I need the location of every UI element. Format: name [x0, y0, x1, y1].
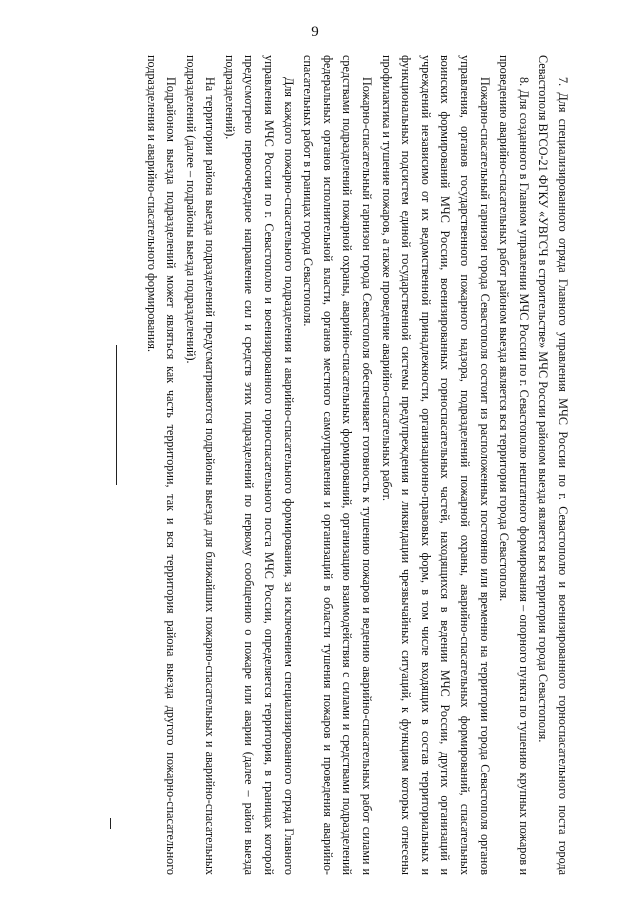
- paragraph-response-area: [219, 55, 297, 875]
- paragraph-garrison-composition-text: Пожарно-спасательный гарнизон города Севастополя состоит из расположенных постоянно или временно на территории города Севастополя органов управления, органов государственного пожарного надзора, подразделений пожарной охраны, аварийно-спасательных формирований, спасательных воинских формирований МЧС России, военизированных горноспасательных частей, находящихся в ведении МЧС России, других организаций и учреждений независимо от их ведомственной принадлежности, организационно-правовых форм, в том числе входящих в состав территориальных и функциональных подсистем единой государственной системы предупреждения и ликвидации чрезвычайных ситуаций, к функциям которых отнесены профилактика и тушение пожаров, а также проведение аварийно-спасательных работ.: [379, 55, 492, 875]
- paragraph-8: [494, 55, 533, 875]
- paragraph-garrison-readiness-text: Пожарно-спасательный гарнизон города Севастополя обеспечивает готовность к тушению пожаров и ведению аварийно-спасательных работ силами и средствами подразделений пожарной охраны, аварийно-спасательных формирований, организацию взаимодействия с силами и средствами подразделений федеральных органов исполнительной власти, органов местного самоуправления и организаций в области тушения пожаров и проведения аварийно-спасательных работ в границах города Севастополя.: [301, 55, 375, 875]
- rotated-text-body: [92, 55, 572, 875]
- paragraph-sub-area-definition-text: Подрайоном выезда подразделений может являться как часть территории, так и вся территория района выезда другого пожарно-спасательного подразделения и аварийно-спасательного формирования.: [144, 55, 179, 875]
- paragraph-8-text: 8. Для созданного в Главном управлении МЧС России по г. Севастополю нештатного формирования – опорного пункта по тушению крупных пожаров и проведению аварийно-спасательных работ районом выезда является вся территория города Севастополя.: [497, 55, 531, 875]
- paragraph-garrison-readiness: [298, 55, 376, 875]
- paragraph-sub-areas-text: На территории района выезда подразделений предусматриваются подрайоны выезда для ближайших пожарно-спасательных и аварийно-спасательных подразделений (далее – подрайоны выезда подразделений).: [183, 55, 218, 875]
- paragraph-sub-area-definition: [141, 55, 180, 875]
- page-number: 9: [311, 24, 319, 40]
- paragraph-7: [533, 55, 572, 875]
- paragraph-response-area-text: Для каждого пожарно-спасательного подразделения и аварийно-спасательного формирования, за исключением специализированного отряда Главного управления МЧС России по г. Севастополю и военизированного горноспасательного поста МЧС России, определяется территория, в границах которой предусмотрено первоочередное направление сил и средств этих подразделений по первому сообщению о пожаре или аварии (далее – район выезда подразделений).: [222, 55, 296, 875]
- paragraph-garrison-composition: [376, 55, 494, 875]
- paragraph-7-text: 7. Для специализированного отряда Главного управления МЧС России по г. Севастополю и военизированного горноспасательного поста города Севастополя ВГСО-21 ФГКУ «УВГСЧ в строительстве» МЧС России районом выезда является вся территория города Севастополя.: [536, 55, 570, 875]
- paragraph-sub-areas: [180, 55, 219, 875]
- end-separator-line: [116, 345, 117, 485]
